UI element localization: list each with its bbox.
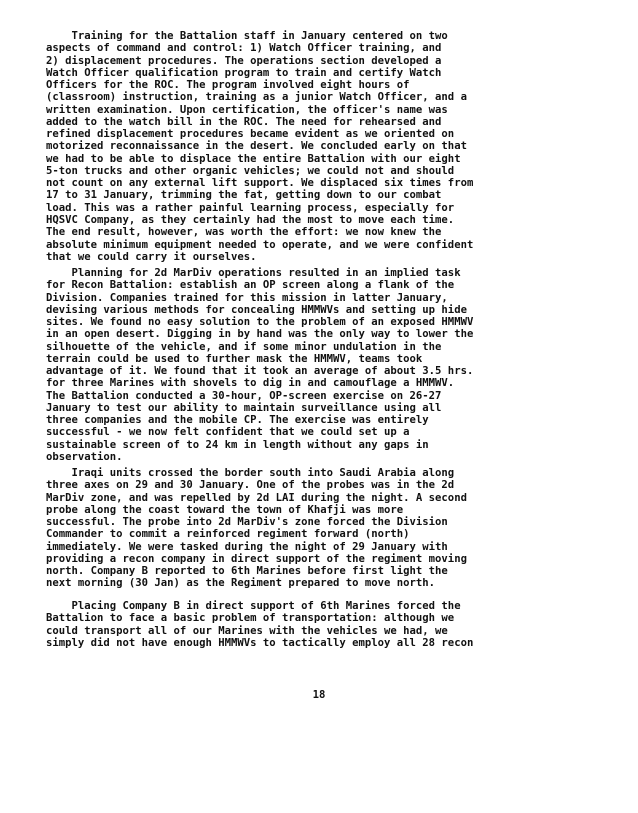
text-line: successful - we now felt confident that we could set up a xyxy=(46,426,410,439)
text-line: aspects of command and control: 1) Watch Officer training, and xyxy=(46,42,442,55)
text-line: Placing Company B in direct support of 6th Marines forced the xyxy=(46,600,461,612)
text-line: next morning (30 Jan) as the Regiment prepared to move north. xyxy=(46,577,436,590)
paragraph-company-b-support xyxy=(46,600,606,649)
text-line: Commander to commit a reinforced regiment forward (north) xyxy=(46,528,410,541)
text-line: load. This was a rather painful learning process, especially for xyxy=(46,201,455,214)
text-line: Watch Officer qualification program to train and certify Watch xyxy=(46,66,442,79)
paragraph-op-screen-planning xyxy=(46,267,606,463)
text-line: 2) displacement procedures. The operations section developed a xyxy=(46,54,442,67)
text-line: advantage of it. We found that it took an average of about 3.5 hrs. xyxy=(46,365,474,378)
text-line: HQSVC Company, as they certainly had the most to move each time. xyxy=(46,213,455,226)
text-line: terrain could be used to further mask the HMMWV, teams took xyxy=(46,352,423,365)
text-line: immediately. We were tasked during the night of 29 January with xyxy=(46,540,448,553)
text-line: could transport all of our Marines with the vehicles we had, we xyxy=(46,624,448,637)
text-line: 5-ton trucks and other organic vehicles; we could not and should xyxy=(46,164,455,177)
text-line: for three Marines with shovels to dig in and camouflage a HMMWV. xyxy=(46,377,455,390)
text-line: north. Company B reported to 6th Marines before first light the xyxy=(46,565,448,578)
text-line: motorized reconnaissance in the desert. We concluded early on that xyxy=(46,140,467,153)
text-line: written examination. Upon certification, the officer's name was xyxy=(46,103,448,116)
text-line: The Battalion conducted a 30-hour, OP-screen exercise on 26-27 xyxy=(46,389,442,402)
text-line: three companies and the mobile CP. The exercise was entirely xyxy=(46,414,429,427)
text-line: successful. The probe into 2d MarDiv's zone forced the Division xyxy=(46,516,448,529)
text-line: absolute minimum equipment needed to operate, and we were confident xyxy=(46,238,474,251)
text-line: sustainable screen of to 24 km in length without any gaps in xyxy=(46,438,429,451)
text-line: we had to be able to displace the entire Battalion with our eight xyxy=(46,152,461,165)
text-line: probe along the coast toward the town of Khafji was more xyxy=(46,503,404,516)
text-line: January to test our ability to maintain surveillance using all xyxy=(46,401,442,414)
text-line: devising various methods for concealing HMMWVs and setting up hide xyxy=(46,303,467,316)
text-line: silhouette of the vehicle, and if some minor undulation in the xyxy=(46,340,442,353)
text-line: Iraqi units crossed the border south into Saudi Arabia along xyxy=(46,467,455,479)
text-line: sites. We found no easy solution to the problem of an exposed HMMWV xyxy=(46,316,474,329)
text-line: in an open desert. Digging in by hand was the only way to lower the xyxy=(46,328,474,341)
text-line: not count on any external lift support. We displaced six times from xyxy=(46,177,474,190)
text-line: providing a recon company in direct support of the regiment moving xyxy=(46,552,467,565)
text-line: simply did not have enough HMMWVs to tactically employ all 28 recon xyxy=(46,636,474,649)
text-line: Battalion to face a basic problem of transportation: although we xyxy=(46,612,455,625)
text-line: added to the watch bill in the ROC. The need for rehearsed and xyxy=(46,115,442,128)
text-line: Officers for the ROC. The program involved eight hours of xyxy=(46,79,410,92)
text-line: refined displacement procedures became evident as we oriented on xyxy=(46,128,455,141)
text-line: Training for the Battalion staff in January centered on two xyxy=(46,30,448,42)
text-line: (classroom) instruction, training as a junior Watch Officer, and a xyxy=(46,91,467,104)
text-line: 17 to 31 January, trimming the fat, getting down to our combat xyxy=(46,189,442,202)
text-line: for Recon Battalion: establish an OP screen along a flank of the xyxy=(46,279,455,292)
page-number: 18 xyxy=(312,689,326,701)
paragraph-iraqi-border-crossing xyxy=(46,467,606,590)
paragraph-staff-training xyxy=(46,30,606,263)
text-line: that we could carry it ourselves. xyxy=(46,250,257,263)
text-line: three axes on 29 and 30 January. One of the probes was in the 2d xyxy=(46,479,455,492)
text-line: The end result, however, was worth the effort: we now knew the xyxy=(46,226,442,239)
text-line: observation. xyxy=(46,450,123,463)
text-line: Planning for 2d MarDiv operations resulted in an implied task xyxy=(46,267,461,279)
text-line: Division. Companies trained for this mission in latter January, xyxy=(46,291,448,304)
text-line: MarDiv zone, and was repelled by 2d LAI during the night. A second xyxy=(46,491,467,504)
